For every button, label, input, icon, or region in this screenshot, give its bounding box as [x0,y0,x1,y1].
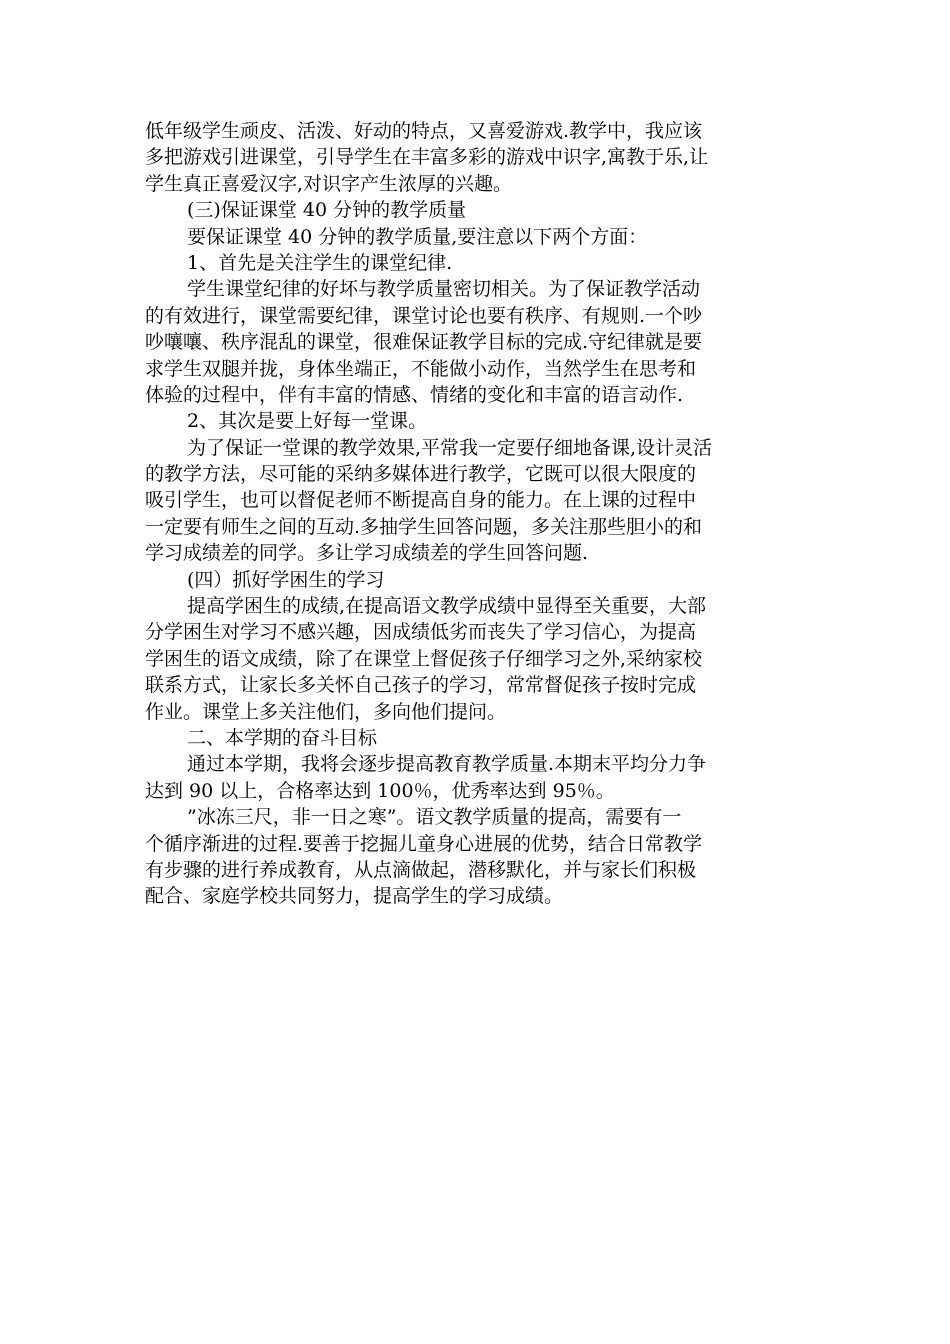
text-line: 吵嚷嚷、秩序混乱的课堂，很难保证教学目标的完成.守纪律就是要 [145,331,703,354]
paragraph-first-line: (四）抓好学困生的学习 [187,568,385,591]
paragraph-first-line: 学生课堂纪律的好坏与教学质量密切相关。为了保证教学活动 [187,278,701,301]
text-line: 联系方式，让家长多关怀自己孩子的学习，常常督促孩子按时完成 [145,674,697,697]
text-line: 一定要有师生之间的互动.多抽学生回答问题，多关注那些胆小的和 [145,515,703,538]
text-line: 多把游戏引进课堂，引导学生在丰富多彩的游戏中识字,寓教于乐,让 [145,146,709,169]
text-line: 的有效进行，课堂需要纪律，课堂讨论也要有秩序、有规则.一个吵 [145,304,703,327]
text-line: 学习成绩差的同学。多让学习成绩差的学生回答问题. [145,542,589,565]
text-line: 求学生双腿并拢，身体坐端正，不能做小动作，当然学生在思考和 [145,357,697,380]
text-line: 配合、家庭学校共同努力，提高学生的学习成绩。 [145,885,564,908]
paragraph-first-line: 为了保证一堂课的教学效果,平常我一定要仔细地备课,设计灵活 [187,436,713,459]
paragraph-first-line: 提高学困生的成绩,在提高语文教学成绩中显得至关重要，大部 [187,595,707,618]
paragraph-first-line: 1、首先是关注学生的课堂纪律. [187,251,453,274]
document-body [145,118,809,910]
paragraph-first-line: 要保证课堂 40 分钟的教学质量,要注意以下两个方面： [187,225,648,248]
paragraph-first-line: 通过本学期，我将会逐步提高教育教学质量.本期末平均分力争 [187,753,707,776]
text-line: 的教学方法，尽可能的采纳多媒体进行教学，它既可以很大限度的 [145,463,697,486]
text-line: 有步骤的进行养成教育，从点滴做起，潜移默化，并与家长们积极 [145,858,697,881]
text-line: 作业。课堂上多关注他们，多向他们提问。 [145,700,507,723]
paragraph-first-line: (三)保证课堂 40 分钟的教学质量 [187,199,467,222]
paragraph-first-line: 二、本学期的奋斗目标 [187,726,378,749]
text-line: 低年级学生顽皮、活泼、好动的特点，又喜爱游戏.教学中，我应该 [145,120,703,142]
text-line: 体验的过程中，伴有丰富的情感、情绪的变化和丰富的语言动作. [145,383,684,406]
text-line: 达到 90 以上，合格率达到 100％，优秀率达到 95％。 [145,779,615,802]
text-line: 分学困生对学习不感兴趣，因成绩低劣而丧失了学习信心，为提高 [145,621,697,644]
text-line: 学困生的语文成绩，除了在课堂上督促孩子仔细学习之外,采纳家校 [145,647,703,670]
text-line: 个循序渐进的过程.要善于挖掘儿童身心进展的优势，结合日常教学 [145,832,703,855]
text-line: 吸引学生，也可以督促老师不断提高自身的能力。在上课的过程中 [145,489,697,512]
paragraph-first-line: 2、其次是要上好每一堂课。 [187,410,428,433]
paragraph-first-line: ”冰冻三尺，非一日之寒”。语文教学质量的提高，需要有一 [187,806,682,829]
text-line: 学生真正喜爱汉字,对识字产生浓厚的兴趣。 [145,172,513,195]
